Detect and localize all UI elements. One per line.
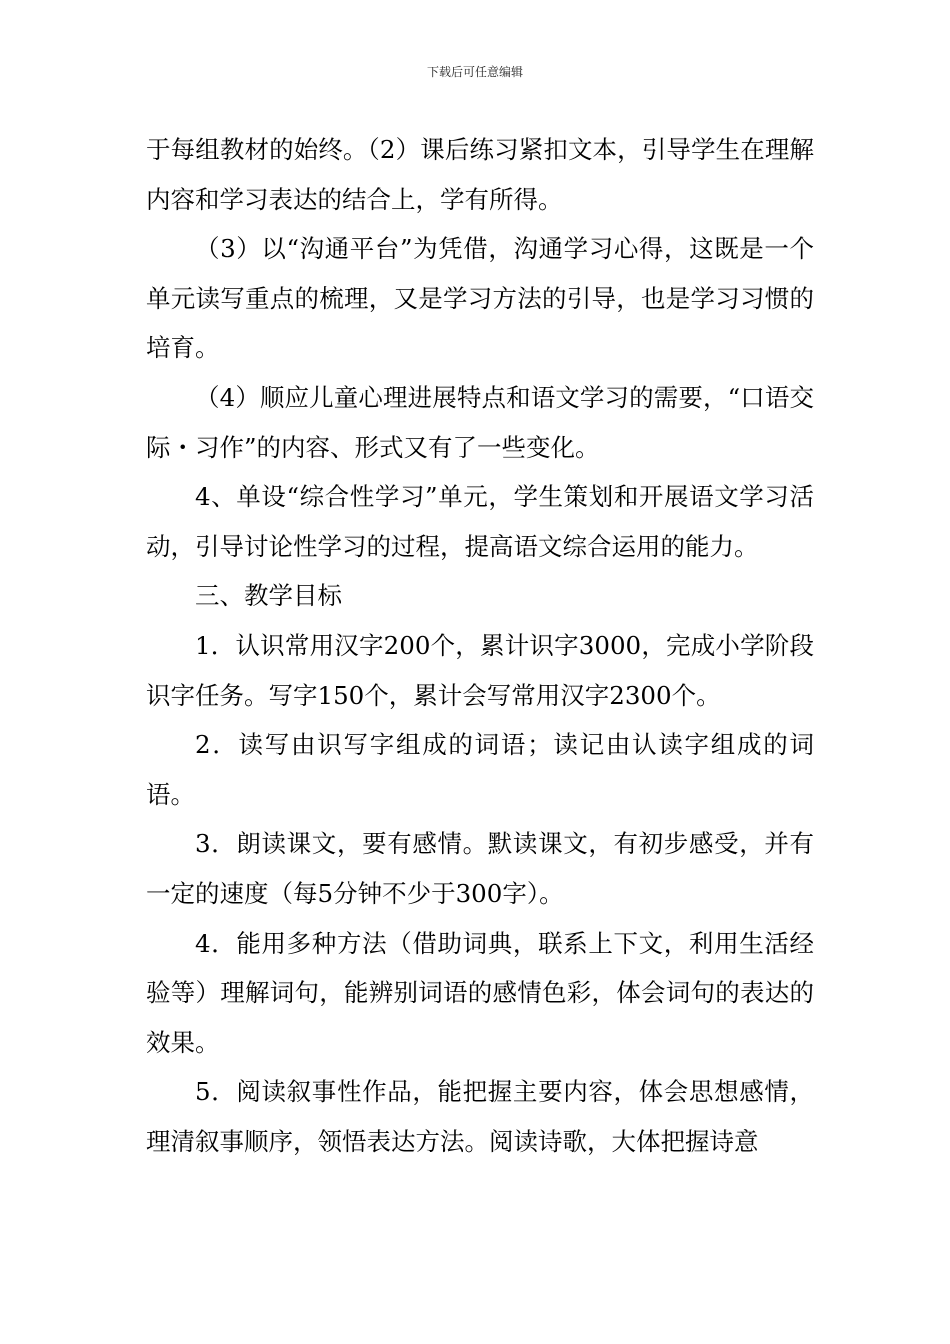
paragraph: 4、单设“综合性学习”单元，学生策划和开展语文学习活动，引导讨论性学习的过程，提高语文综合运用的能力。	[146, 482, 814, 561]
page-header: 下载后可任意编辑	[426, 65, 523, 79]
paragraph: （4）顺应儿童心理进展特点和语文学习的需要，“口语交际・习作”的内容、形式又有了一些变化。	[146, 382, 814, 462]
paragraph: 于每组教材的始终。（2）课后练习紧扣文本，引导学生在理解内容和学习表达的结合上，学有所得。	[146, 135, 814, 214]
paragraph: （3）以“沟通平台”为凭借，沟通学习心得，这既是一个单元读写重点的梳理，又是学习方法的引导，也是学习习惯的培育。	[146, 234, 814, 363]
section-heading: 三、教学目标	[195, 581, 342, 611]
paragraph: 4．能用多种方法（借助词典，联系上下文，利用生活经验等）理解词句，能辨别词语的感情色彩，体会词句的表达的效果。	[146, 928, 814, 1057]
paragraph: 1．认识常用汉字200个，累计识字3000，完成小学阶段识字任务。写字150个，累计会写常用汉字2300个。	[146, 630, 814, 710]
document-body	[146, 125, 814, 1166]
paragraph: 3．朗读课文，要有感情。默读课文，有初步感受，并有一定的速度（每5分钟不少于300字）。	[146, 829, 814, 908]
paragraph: 2．读写由识写字组成的词语；读记由认读字组成的词语。	[146, 730, 814, 809]
paragraph: 5．阅读叙事性作品，能把握主要内容，体会思想感情，理清叙事顺序，领悟表达方法。阅读诗歌，大体把握诗意	[146, 1077, 814, 1156]
